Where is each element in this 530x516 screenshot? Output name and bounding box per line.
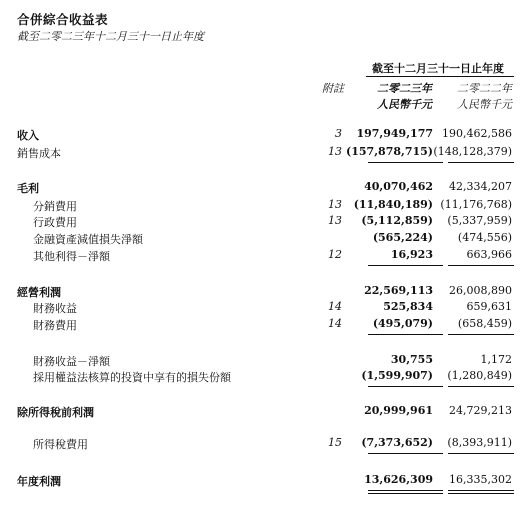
subtotal-rule: [448, 386, 514, 387]
col-2023-year: 二零二三年: [377, 82, 432, 95]
value-2022: (8,393,911): [447, 436, 512, 449]
value-2022: 1,172: [480, 353, 512, 366]
row-label: 經營利潤: [17, 286, 61, 299]
col-2023-unit: 人民幣千元: [377, 98, 432, 111]
value-2022: 42,334,207: [449, 180, 512, 193]
table-row: [0, 145, 530, 161]
row-note: 13: [328, 198, 342, 211]
table-row: [0, 198, 530, 214]
subtotal-rule: [368, 386, 443, 387]
row-note: 12: [328, 248, 342, 261]
value-2022: (5,337,959): [447, 214, 512, 227]
value-2022: (658,459): [457, 317, 512, 330]
value-2023: 20,999,961: [364, 404, 433, 417]
value-2023: (11,840,189): [353, 198, 433, 211]
table-row: [0, 248, 530, 264]
value-2022: 659,631: [466, 300, 512, 313]
row-label: 除所得稅前利潤: [17, 406, 94, 419]
statement-subtitle: 截至二零二三年十二月三十一日止年度: [17, 30, 204, 43]
value-2023: (1,599,907): [361, 369, 433, 382]
value-2023: (7,373,652): [361, 436, 433, 449]
row-label: 收入: [17, 129, 39, 142]
subtotal-rule: [368, 265, 443, 266]
row-label: 毛利: [17, 182, 39, 195]
table-row: [0, 317, 530, 333]
table-row: [0, 300, 530, 316]
total-double-rule: [448, 490, 514, 491]
total-double-rule: [368, 493, 443, 494]
table-row: [0, 404, 530, 420]
table-row: [0, 473, 530, 489]
table-row: [0, 353, 530, 369]
value-2023: 16,923: [390, 248, 433, 261]
table-row: [0, 231, 530, 247]
table-row: [0, 284, 530, 300]
value-2023: (495,079): [372, 317, 433, 330]
row-note: 14: [328, 300, 342, 313]
row-label: 其他利得－淨額: [33, 250, 110, 263]
table-row: [0, 180, 530, 196]
table-row: [0, 436, 530, 452]
row-label: 採用權益法核算的投資中享有的損失份額: [33, 371, 231, 384]
row-label: 財務收益－淨額: [33, 355, 110, 368]
value-2023: 30,755: [390, 353, 433, 366]
row-label: 行政費用: [33, 216, 77, 229]
value-2022: (11,176,768): [440, 198, 512, 211]
subtotal-rule: [448, 334, 514, 335]
total-double-rule: [448, 493, 514, 494]
value-2022: (1,280,849): [447, 369, 512, 382]
value-2023: 197,949,177: [356, 127, 433, 140]
value-2022: 190,462,586: [442, 127, 512, 140]
value-2022: 26,008,890: [449, 284, 512, 297]
subtotal-rule: [368, 453, 443, 454]
value-2023: 22,569,113: [364, 284, 433, 297]
subtotal-rule: [448, 265, 514, 266]
subtotal-rule: [448, 453, 514, 454]
value-2022: 663,966: [466, 248, 512, 261]
subtotal-rule: [368, 162, 443, 163]
col-2022-year: 二零二二年: [457, 82, 512, 95]
table-row: [0, 369, 530, 385]
value-2023: (5,112,859): [361, 214, 433, 227]
table-row: [0, 127, 530, 143]
value-2023: (157,878,715): [346, 145, 433, 158]
row-note: 14: [328, 317, 342, 330]
table-row: [0, 214, 530, 230]
value-2023: 40,070,462: [364, 180, 433, 193]
row-label: 所得稅費用: [33, 438, 88, 451]
row-label: 財務收益: [33, 302, 77, 315]
col-2022-unit: 人民幣千元: [457, 98, 512, 111]
total-double-rule: [368, 490, 443, 491]
row-label: 金融資產減值損失淨額: [33, 233, 143, 246]
period-header-rule: [366, 76, 514, 77]
row-note: 13: [328, 214, 342, 227]
value-2022: (148,128,379): [433, 145, 512, 158]
note-header: 附註: [322, 82, 344, 95]
row-label: 年度利潤: [17, 475, 61, 488]
row-label: 財務費用: [33, 319, 77, 332]
subtotal-rule: [368, 334, 443, 335]
row-note: 3: [335, 127, 342, 140]
value-2023: (565,224): [372, 231, 433, 244]
value-2023: 13,626,309: [364, 473, 433, 486]
value-2023: 525,834: [383, 300, 433, 313]
value-2022: 24,729,213: [449, 404, 512, 417]
row-note: 15: [328, 436, 342, 449]
period-header: 截至十二月三十一日止年度: [372, 62, 504, 75]
row-label: 銷售成本: [17, 147, 61, 160]
row-label: 分銷費用: [33, 200, 77, 213]
value-2022: 16,335,302: [449, 473, 512, 486]
statement-title: 合併綜合收益表: [17, 12, 109, 27]
value-2022: (474,556): [457, 231, 512, 244]
row-note: 13: [328, 145, 342, 158]
subtotal-rule: [448, 162, 514, 163]
